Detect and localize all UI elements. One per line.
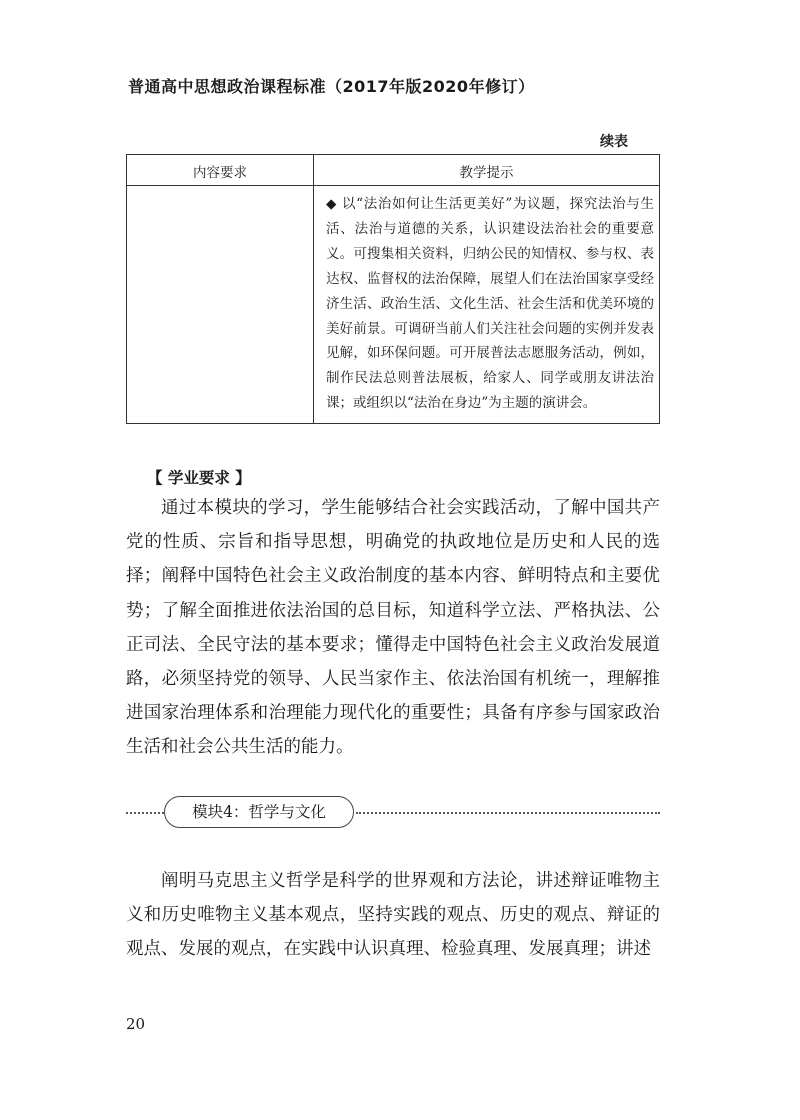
dotted-rule-right — [356, 812, 660, 814]
dotted-rule-left — [126, 812, 164, 814]
section-title-academic-requirements: 【 学业要求 】 — [147, 469, 251, 487]
table-column-divider — [313, 155, 314, 423]
table-header-content-requirements: 内容要求 — [193, 165, 247, 181]
module-intro-paragraph: 阐明马克思主义哲学是科学的世界观和方法论，讲述辩证唯物主义和历史唯物主义基本观点，坚持实践的观点、历史的观点、辩证的观点、发展的观点，在实践中认识真理、检验真理、发展真理；讲述 — [126, 871, 660, 960]
page-number: 20 — [126, 1015, 146, 1033]
table-cell-teaching-tips: ◆ 以“法治如何让生活更美好”为议题，探究法治与生活、法治与道德的关系，认识建设法治社会的重要意义。可搜集相关资料，归纳公民的知情权、参与权、表达权、监督权的法治保障，展望人们在法治国家享受经济生活、政治生活、文化生活、社会生活和优美环境的美好前景。可调研当前人们关注社会问题的实例并发表见解，如环保问题。可开展普法志愿服务活动，例如，制作民法总则普法展板，给家人、同学或朋友讲法治课；或组织以“法治在身边”为主题的演讲会。 — [326, 196, 654, 412]
table-continued-label: 续表 — [600, 134, 628, 150]
table-header-row — [127, 155, 659, 186]
module-heading — [126, 796, 660, 828]
content-table — [126, 154, 660, 424]
module-title-pill: 模块4：哲学与文化 — [164, 796, 354, 828]
running-header: 普通高中思想政治课程标准（2017年版2020年修订） — [128, 77, 535, 96]
academic-requirements-paragraph: 通过本模块的学习，学生能够结合社会实践活动，了解中国共产党的性质、宗旨和指导思想，明确党的执政地位是历史和人民的选择；阐释中国特色社会主义政治制度的基本内容、鲜明特点和主要优势；了解全面推进依法治国的总目标，知道科学立法、严格执法、公正司法、全民守法的基本要求；懂得走中国特色社会主义政治发展道路，必须坚持党的领导、人民当家作主、依法治国有机统一，理解推进国家治理体系和治理能力现代化的重要性；具备有序参与国家政治生活和社会公共生活的能力。 — [126, 498, 660, 758]
table-header-teaching-tips: 教学提示 — [459, 165, 514, 181]
